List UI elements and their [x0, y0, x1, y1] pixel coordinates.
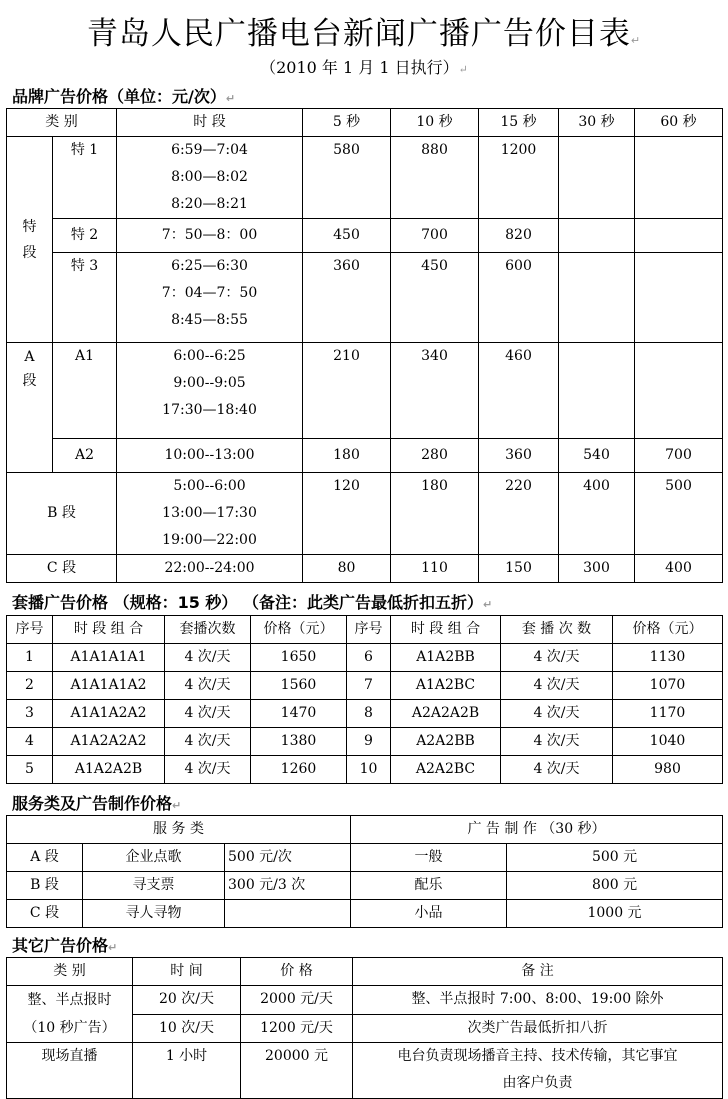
- table-row: [7, 872, 723, 900]
- price-30s: [559, 137, 635, 219]
- section-title-other: 其它广告价格↵: [12, 936, 118, 955]
- price-15s: 360: [479, 439, 559, 473]
- time-slots: 6:59—7:04 8:00—8:02 8:20—8:21: [117, 137, 303, 219]
- production-price: 500 元: [507, 844, 723, 872]
- pkg-combo: A2A2BB: [391, 728, 501, 756]
- table-row: [7, 900, 723, 928]
- pkg-no: 9: [347, 728, 391, 756]
- other-time: 10 次/天: [133, 1014, 241, 1043]
- pkg-price: 980: [613, 756, 723, 784]
- price-30s: 400: [559, 473, 635, 555]
- pkg-price: 1170: [613, 700, 723, 728]
- pkg-no: 5: [7, 756, 53, 784]
- time-slots: 6:25—6:30 7：04—7：50 8:45—8:55: [117, 253, 303, 343]
- brand-header-category: 类 别: [7, 109, 117, 137]
- other-time: 1 小时: [133, 1043, 241, 1099]
- page-subtitle: （2010 年 1 月 1 日执行）↵: [260, 58, 468, 77]
- group-a: A 段: [7, 343, 53, 473]
- pkg-combo: A1A2A2B: [53, 756, 165, 784]
- other-category: 现场直播: [7, 1043, 133, 1099]
- price-15s: 820: [479, 219, 559, 253]
- package-price-table: [6, 615, 723, 784]
- service-type: 寻支票: [83, 872, 225, 900]
- other-category: 整、半点报时 （10 秒广告）: [7, 986, 133, 1043]
- pkg-combo: A1A2BC: [391, 672, 501, 700]
- sub-category: 特 3: [53, 253, 117, 343]
- price-15s: 460: [479, 343, 559, 439]
- brand-header-15s: 15 秒: [479, 109, 559, 137]
- price-5s: 120: [303, 473, 391, 555]
- production-price: 1000 元: [507, 900, 723, 928]
- price-10s: 180: [391, 473, 479, 555]
- table-row: [7, 644, 723, 672]
- pkg-combo: A1A2BB: [391, 644, 501, 672]
- other-price: 2000 元/天: [241, 986, 353, 1015]
- pkg-price: 1040: [613, 728, 723, 756]
- price-60s: [635, 343, 723, 439]
- pkg-count: 4 次/天: [165, 728, 251, 756]
- pkg-header-price: 价格（元）: [251, 616, 347, 644]
- sub-category: A1: [53, 343, 117, 439]
- pkg-count: 4 次/天: [501, 700, 613, 728]
- group-c: C 段: [7, 555, 117, 583]
- table-row: [7, 672, 723, 700]
- service-type: 寻人寻物: [83, 900, 225, 928]
- pkg-price: 1650: [251, 644, 347, 672]
- price-15s: 1200: [479, 137, 559, 219]
- price-10s: 450: [391, 253, 479, 343]
- service-slot: B 段: [7, 872, 83, 900]
- pkg-count: 4 次/天: [501, 756, 613, 784]
- time-slots: 6:00--6:25 9:00--9:05 17:30—18:40: [117, 343, 303, 439]
- pkg-price: 1260: [251, 756, 347, 784]
- price-10s: 700: [391, 219, 479, 253]
- price-10s: 110: [391, 555, 479, 583]
- pkg-no: 3: [7, 700, 53, 728]
- price-30s: [559, 219, 635, 253]
- price-10s: 340: [391, 343, 479, 439]
- time-slots: 5:00--6:00 13:00—17:30 19:00—22:00: [117, 473, 303, 555]
- pkg-count: 4 次/天: [165, 700, 251, 728]
- production-type: 一般: [351, 844, 507, 872]
- service-slot: A 段: [7, 844, 83, 872]
- price-5s: 360: [303, 253, 391, 343]
- price-30s: [559, 343, 635, 439]
- pkg-no: 4: [7, 728, 53, 756]
- price-60s: [635, 219, 723, 253]
- pkg-price: 1560: [251, 672, 347, 700]
- service-header: 服 务 类: [7, 816, 351, 844]
- group-b: B 段: [7, 473, 117, 555]
- brand-header-5s: 5 秒: [303, 109, 391, 137]
- pkg-no: 8: [347, 700, 391, 728]
- pkg-price: 1470: [251, 700, 347, 728]
- table-row: [7, 700, 723, 728]
- pkg-combo: A1A2A2A2: [53, 728, 165, 756]
- page-title: 青岛人民广播电台新闻广播广告价目表↵: [86, 16, 642, 52]
- section-title-brand: 品牌广告价格（单位：元/次）↵: [12, 87, 236, 106]
- pkg-header-combo: 时 段 组 合: [391, 616, 501, 644]
- production-price: 800 元: [507, 872, 723, 900]
- price-15s: 150: [479, 555, 559, 583]
- pkg-header-count: 套 播 次 数: [501, 616, 613, 644]
- paragraph-mark: ↵: [172, 799, 182, 812]
- pkg-combo: A1A1A1A1: [53, 644, 165, 672]
- section-title-service: 服务类及广告制作价格↵: [12, 794, 182, 813]
- production-type: 配乐: [351, 872, 507, 900]
- sub-category: 特 1: [53, 137, 117, 219]
- price-5s: 450: [303, 219, 391, 253]
- brand-header-30s: 30 秒: [559, 109, 635, 137]
- price-60s: 400: [635, 555, 723, 583]
- pkg-no: 2: [7, 672, 53, 700]
- brand-price-table: [6, 108, 723, 583]
- price-15s: 220: [479, 473, 559, 555]
- other-header-note: 备 注: [353, 958, 723, 986]
- pkg-header-count: 套播次数: [165, 616, 251, 644]
- paragraph-mark: ↵: [225, 92, 236, 105]
- price-5s: 80: [303, 555, 391, 583]
- pkg-header-no: 序号: [7, 616, 53, 644]
- pkg-combo: A1A1A1A2: [53, 672, 165, 700]
- other-header-category: 类 别: [7, 958, 133, 986]
- brand-header-time: 时 段: [117, 109, 303, 137]
- paragraph-mark: ↵: [108, 941, 118, 954]
- production-type: 小品: [351, 900, 507, 928]
- pkg-no: 7: [347, 672, 391, 700]
- pkg-price: 1070: [613, 672, 723, 700]
- table-row: [7, 844, 723, 872]
- group-special: 特 段: [7, 137, 53, 343]
- pkg-price: 1130: [613, 644, 723, 672]
- price-60s: 700: [635, 439, 723, 473]
- price-5s: 580: [303, 137, 391, 219]
- pkg-header-combo: 时 段 组 合: [53, 616, 165, 644]
- table-row: [7, 728, 723, 756]
- time-slots: 22:00--24:00: [117, 555, 303, 583]
- other-price: 20000 元: [241, 1043, 353, 1099]
- other-note: 次类广告最低折扣八折: [353, 1014, 723, 1043]
- pkg-header-price: 价格（元）: [613, 616, 723, 644]
- price-10s: 880: [391, 137, 479, 219]
- other-header-time: 时 间: [133, 958, 241, 986]
- paragraph-mark: ↵: [458, 63, 468, 76]
- sub-category: 特 2: [53, 219, 117, 253]
- time-slots: 7：50—8：00: [117, 219, 303, 253]
- pkg-combo: A1A1A2A2: [53, 700, 165, 728]
- production-header: 广 告 制 作 （30 秒）: [351, 816, 723, 844]
- pkg-combo: A2A2A2B: [391, 700, 501, 728]
- table-row: [7, 986, 723, 1015]
- price-30s: [559, 253, 635, 343]
- other-price: 1200 元/天: [241, 1014, 353, 1043]
- pkg-count: 4 次/天: [501, 644, 613, 672]
- price-30s: 540: [559, 439, 635, 473]
- price-5s: 210: [303, 343, 391, 439]
- service-slot: C 段: [7, 900, 83, 928]
- pkg-no: 10: [347, 756, 391, 784]
- table-row: [7, 756, 723, 784]
- pkg-combo: A2A2BC: [391, 756, 501, 784]
- service-price: [225, 900, 351, 928]
- other-note: 电台负责现场播音主持、技术传输，其它事宜 由客户负责: [353, 1043, 723, 1099]
- service-price: 500 元/次: [225, 844, 351, 872]
- price-60s: 500: [635, 473, 723, 555]
- pkg-count: 4 次/天: [165, 756, 251, 784]
- price-5s: 180: [303, 439, 391, 473]
- pkg-no: 1: [7, 644, 53, 672]
- table-row: [7, 1043, 723, 1099]
- pkg-count: 4 次/天: [501, 728, 613, 756]
- paragraph-mark: ↵: [630, 34, 642, 47]
- service-price: 300 元/3 次: [225, 872, 351, 900]
- other-time: 20 次/天: [133, 986, 241, 1015]
- service-price-table: [6, 815, 723, 928]
- price-60s: [635, 137, 723, 219]
- other-price-table: [6, 957, 723, 1099]
- section-title-package: 套播广告价格 （规格：15 秒） （备注：此类广告最低折扣五折）↵: [12, 593, 493, 612]
- brand-header-10s: 10 秒: [391, 109, 479, 137]
- other-header-price: 价 格: [241, 958, 353, 986]
- brand-header-60s: 60 秒: [635, 109, 723, 137]
- pkg-count: 4 次/天: [165, 644, 251, 672]
- price-10s: 280: [391, 439, 479, 473]
- price-60s: [635, 253, 723, 343]
- service-type: 企业点歌: [83, 844, 225, 872]
- other-note: 整、半点报时 7:00、8:00、19:00 除外: [353, 986, 723, 1015]
- sub-category: A2: [53, 439, 117, 473]
- pkg-price: 1380: [251, 728, 347, 756]
- pkg-no: 6: [347, 644, 391, 672]
- pkg-header-no: 序号: [347, 616, 391, 644]
- pkg-count: 4 次/天: [501, 672, 613, 700]
- price-15s: 600: [479, 253, 559, 343]
- paragraph-mark: ↵: [482, 598, 493, 611]
- time-slots: 10:00--13:00: [117, 439, 303, 473]
- pkg-count: 4 次/天: [165, 672, 251, 700]
- price-30s: 300: [559, 555, 635, 583]
